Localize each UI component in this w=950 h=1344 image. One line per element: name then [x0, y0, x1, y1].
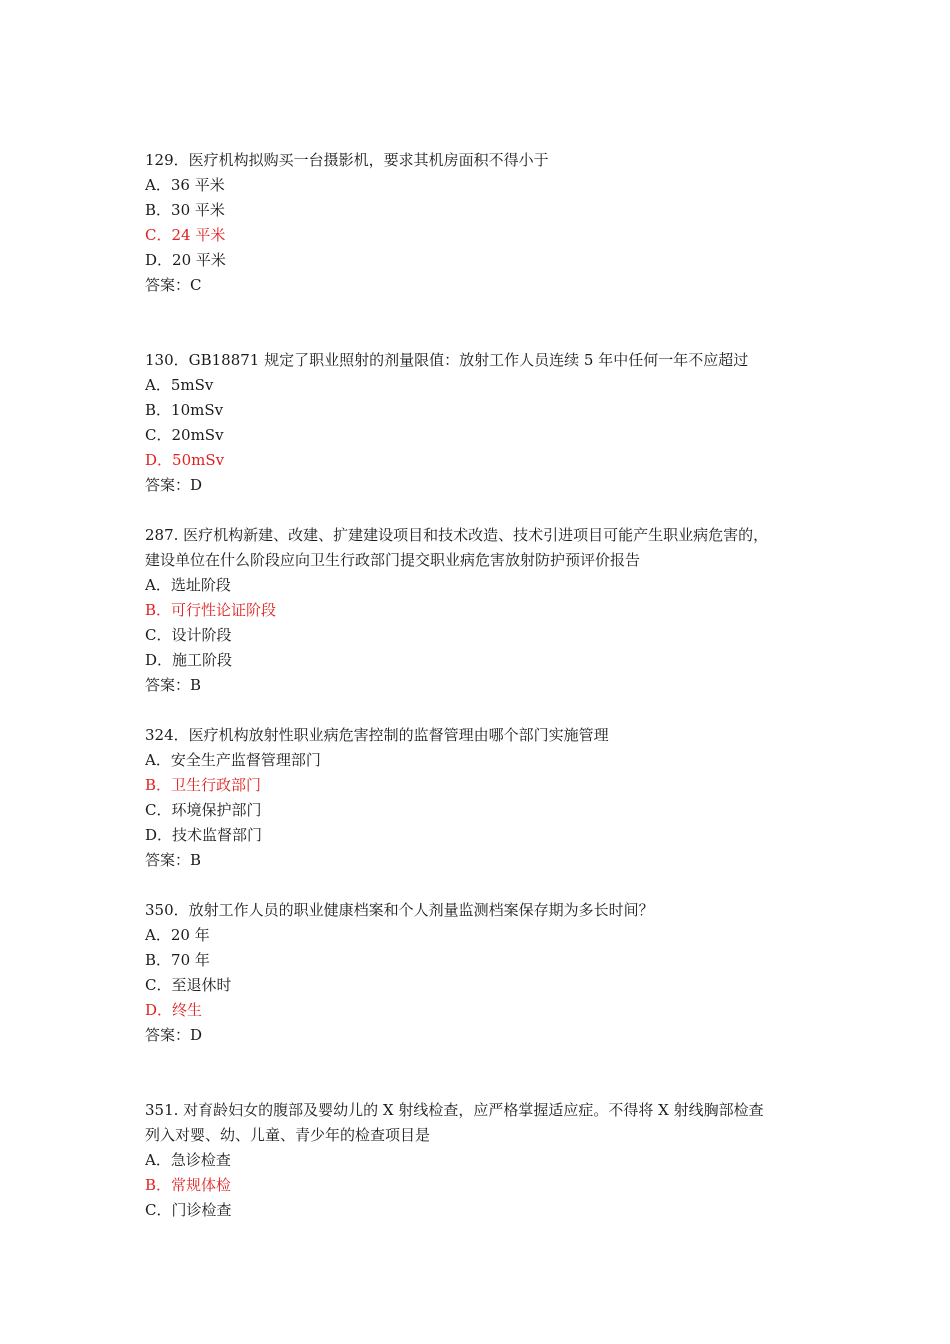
spacer — [145, 873, 810, 898]
answer-line: 答案：D — [145, 476, 203, 494]
answer-line: 答案：D — [145, 1026, 203, 1044]
question-324 — [145, 723, 810, 873]
document-page — [145, 148, 810, 1223]
option-d-correct: D．50mSv — [145, 451, 225, 469]
question-stem: 130．GB18871 规定了职业照射的剂量限值：放射工作人员连续 5 年中任何一年不应超过 — [145, 351, 749, 369]
answer-line: 答案：B — [145, 676, 202, 694]
option-c: C．20mSv — [145, 426, 224, 444]
option-b: B．30 平米 — [145, 201, 225, 219]
question-stem-line-1: 351. 对育龄妇女的腹部及婴幼儿的 X 射线检查，应严格掌握适应症。不得将 X 射线胸部检查 — [145, 1101, 764, 1119]
spacer — [145, 298, 810, 348]
option-b: B．70 年 — [145, 951, 210, 969]
option-d: D．施工阶段 — [145, 651, 233, 669]
option-a: A．5mSv — [145, 376, 214, 394]
answer-line: 答案：B — [145, 851, 202, 869]
option-c: C．环境保护部门 — [145, 801, 262, 819]
spacer — [145, 698, 810, 723]
option-a: A．36 平米 — [145, 176, 225, 194]
option-c: C．设计阶段 — [145, 626, 232, 644]
option-c: C．门诊检查 — [145, 1201, 232, 1219]
question-stem-line-2: 建设单位在什么阶段应向卫生行政部门提交职业病危害放射防护预评价报告 — [145, 551, 641, 569]
spacer — [145, 498, 810, 523]
option-c: C．至退休时 — [145, 976, 232, 994]
question-stem-line-2: 列入对婴、幼、儿童、青少年的检查项目是 — [145, 1126, 431, 1144]
question-stem-line-1: 287. 医疗机构新建、改建、扩建建设项目和技术改造、技术引进项目可能产生职业病危害的， — [145, 526, 769, 544]
option-a: A．20 年 — [145, 926, 210, 944]
option-b: B．10mSv — [145, 401, 224, 419]
option-b-correct: B．可行性论证阶段 — [145, 601, 277, 619]
option-c-correct: C．24 平米 — [145, 226, 226, 244]
spacer — [145, 1048, 810, 1098]
answer-line: 答案：C — [145, 276, 202, 294]
question-stem: 324．医疗机构放射性职业病危害控制的监督管理由哪个部门实施管理 — [145, 726, 609, 744]
question-stem: 129．医疗机构拟购买一台摄影机，要求其机房面积不得小于 — [145, 151, 549, 169]
option-b-correct: B．卫生行政部门 — [145, 776, 262, 794]
option-d-correct: D．终生 — [145, 1001, 203, 1019]
option-b-correct: B．常规体检 — [145, 1176, 232, 1194]
question-351 — [145, 1098, 810, 1223]
option-a: A．选址阶段 — [145, 576, 231, 594]
option-a: A．安全生产监督管理部门 — [145, 751, 321, 769]
question-350 — [145, 898, 810, 1048]
question-stem: 350．放射工作人员的职业健康档案和个人剂量监测档案保存期为多长时间？ — [145, 901, 654, 919]
option-a: A．急诊检查 — [145, 1151, 231, 1169]
question-287 — [145, 523, 810, 698]
question-129 — [145, 148, 810, 298]
question-130 — [145, 348, 810, 498]
option-d: D．20 平米 — [145, 251, 226, 269]
option-d: D．技术监督部门 — [145, 826, 263, 844]
